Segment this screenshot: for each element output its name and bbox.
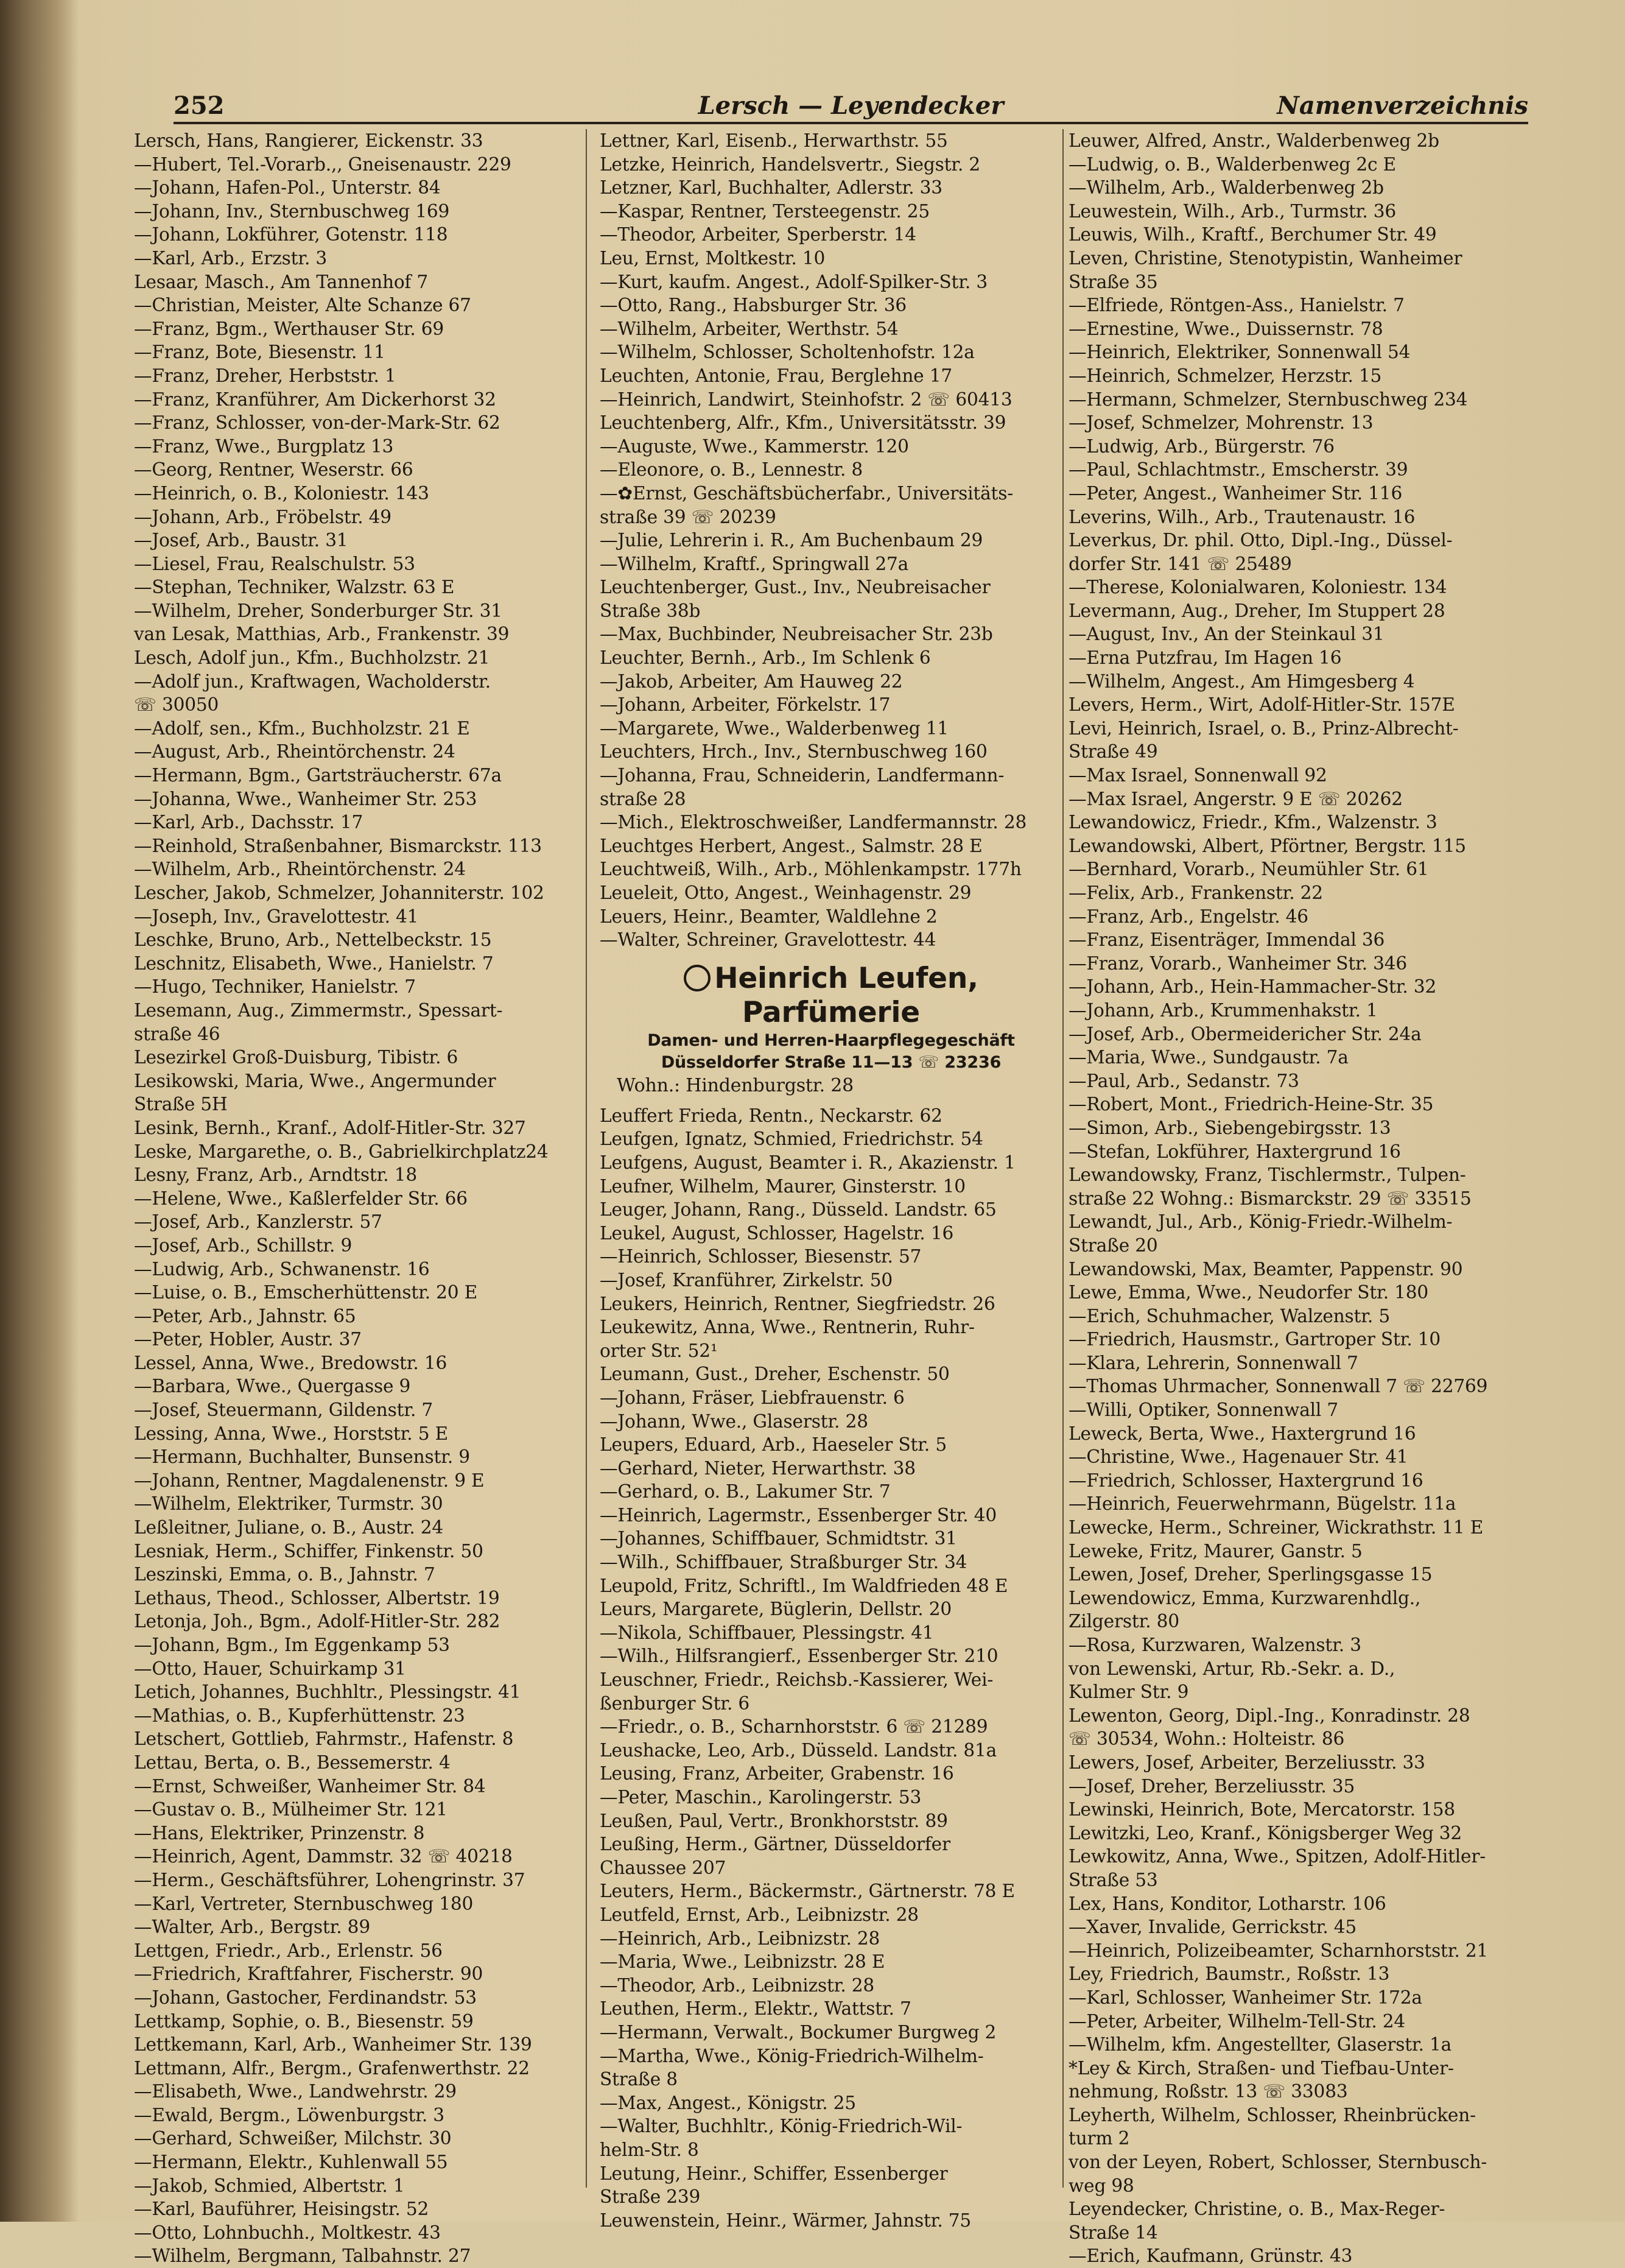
directory-entry: Leyendecker, Christine, o. B., Max-Reger-	[1069, 2199, 1445, 2220]
directory-entry: —✿Ernst, Geschäftsbücherfabr., Universitäts-	[600, 482, 1014, 504]
column-3	[1069, 129, 1525, 2267]
directory-entry: —Hermann, Buchhalter, Bunsenstr. 9	[134, 1446, 470, 1468]
directory-entry: —Wilhelm, Elektriker, Turmstr. 30	[134, 1493, 443, 1515]
directory-entry: —Robert, Mont., Friedrich-Heine-Str. 35	[1069, 1094, 1434, 1115]
directory-entry: Ley, Friedrich, Baumstr., Roßstr. 13	[1069, 1963, 1390, 1985]
header-rule	[174, 122, 1528, 124]
directory-entry: —Wilhelm, kfm. Angestellter, Glaserstr. 1a	[1069, 2034, 1452, 2055]
directory-entry: —Franz, Dreher, Herbststr. 1	[134, 365, 396, 386]
directory-entry: —Josef, Arb., Obermeidericher Str. 24a	[1069, 1023, 1422, 1044]
directory-entry: —Bernhard, Vorarb., Neumühler Str. 61	[1069, 859, 1429, 880]
directory-entry: —Joseph, Inv., Gravelottestr. 41	[134, 906, 419, 927]
directory-entry: —Karl, Vertreter, Sternbuschweg 180	[134, 1893, 474, 1914]
directory-entry: Leuchten, Antonie, Frau, Berglehne 17	[600, 365, 952, 386]
directory-entry: Leurs, Margarete, Büglerin, Dellstr. 20	[600, 1599, 952, 1620]
directory-entry: —Wilh., Schiffbauer, Straßburger Str. 34	[600, 1552, 967, 1573]
directory-entry: —Josef, Steuermann, Gildenstr. 7	[134, 1400, 433, 1421]
directory-entry: Leusing, Franz, Arbeiter, Grabenstr. 16	[600, 1763, 954, 1784]
directory-entry: Leuwestein, Wilh., Arb., Turmstr. 36	[1069, 200, 1397, 222]
directory-entry: Leushacke, Leo, Arb., Düsseld. Landstr. 81a	[600, 1739, 997, 1761]
directory-entry: von der Leyen, Robert, Schlosser, Sternbusch-	[1069, 2152, 1487, 2173]
directory-entry: —Stephan, Techniker, Walzstr. 63 E	[134, 577, 455, 598]
directory-entry: —Wilhelm, Bergmann, Talbahnstr. 27	[134, 2245, 471, 2267]
directory-entry: —Max, Buchbinder, Neubreisacher Str. 23b	[600, 624, 993, 645]
directory-entry: —Friedrich, Hausmstr., Gartroper Str. 10	[1069, 1329, 1441, 1350]
directory-entry: Straße 14	[1069, 2222, 1158, 2243]
directory-entry: Lewandowski, Max, Beamter, Pappenstr. 90	[1069, 1258, 1463, 1280]
directory-entry: —Johanna, Frau, Schneiderin, Landfermann-	[600, 765, 1005, 786]
directory-entry: —Wilhelm, Angest., Am Himgesberg 4	[1069, 671, 1415, 692]
column-2	[600, 129, 1062, 2231]
directory-entry: Lesaar, Masch., Am Tannenhof 7	[134, 271, 429, 292]
directory-entry: —Luise, o. B., Emscherhüttenstr. 20 E	[134, 1282, 478, 1303]
directory-entry: —Simon, Arb., Siebengebirgsstr. 13	[1069, 1117, 1391, 1138]
directory-entry: —Gerhard, Nieter, Herwarthstr. 38	[600, 1457, 916, 1479]
directory-entry: —Theodor, Arb., Leibnizstr. 28	[600, 1974, 875, 1996]
directory-entry: —Peter, Maschin., Karolingerstr. 53	[600, 1787, 922, 1808]
directory-entry: Leufner, Wilhelm, Maurer, Ginsterstr. 10	[600, 1175, 966, 1197]
directory-entry: Zilgerstr. 80	[1069, 1611, 1179, 1632]
directory-entry: Lesny, Franz, Arb., Arndtstr. 18	[134, 1164, 417, 1186]
directory-entry: —Jakob, Schmied, Albertstr. 1	[134, 2175, 405, 2196]
directory-entry: ßenburger Str. 6	[600, 1692, 750, 1714]
directory-entry: Lesniak, Herm., Schiffer, Finkenstr. 50	[134, 1540, 483, 1562]
directory-entry: —Josef, Dreher, Berzeliusstr. 35	[1069, 1775, 1355, 1797]
directory-entry: —Johann, Arb., Krummenhakstr. 1	[1069, 999, 1378, 1021]
directory-entry: —Heinrich, Lagermstr., Essenberger Str. 40	[600, 1504, 997, 1526]
directory-entry: —Heinrich, Feuerwehrmann, Bügelstr. 11a	[1069, 1493, 1456, 1515]
directory-entry: —Max, Angest., Königstr. 25	[600, 2092, 856, 2113]
directory-entry: Leufgens, August, Beamter i. R., Akazienstr. 1	[600, 1152, 1016, 1173]
directory-entry: —Maria, Wwe., Leibnizstr. 28 E	[600, 1951, 885, 1973]
directory-entry: Leven, Christine, Stenotypistin, Wanheimer	[1069, 247, 1462, 269]
directory-entry: —Christian, Meister, Alte Schanze 67	[134, 295, 471, 316]
directory-entry: —Franz, Bote, Biesenstr. 11	[134, 342, 385, 363]
column-divider	[586, 129, 587, 2188]
directory-entry: —Eleonore, o. B., Lennestr. 8	[600, 459, 863, 481]
directory-entry: —Peter, Hobler, Austr. 37	[134, 1329, 362, 1350]
directory-entry: —Wilhelm, Arbeiter, Werthstr. 54	[600, 318, 899, 339]
directory-entry: Leupold, Fritz, Schriftl., Im Waldfrieden 48 E	[600, 1575, 1008, 1596]
directory-entry: —Franz, Vorarb., Wanheimer Str. 346	[1069, 953, 1408, 974]
directory-entry: —Gustav o. B., Mülheimer Str. 121	[134, 1799, 447, 1820]
directory-entry: —Max Israel, Sonnenwall 92	[1069, 765, 1327, 786]
directory-entry: —Erich, Schuhmacher, Walzenstr. 5	[1069, 1305, 1390, 1326]
directory-entry: —Ludwig, Arb., Bürgerstr. 76	[1069, 435, 1335, 457]
directory-entry: —Rosa, Kurzwaren, Walzenstr. 3	[1069, 1635, 1361, 1655]
directory-entry: —Karl, Schlosser, Wanheimer Str. 172a	[1069, 1987, 1422, 2008]
directory-entry: —Gerhard, Schweißer, Milchstr. 30	[134, 2128, 452, 2149]
directory-entry: Straße 38b	[600, 600, 701, 621]
directory-entry: Letzner, Karl, Buchhalter, Adlerstr. 33	[600, 177, 942, 199]
directory-entry: Leverkus, Dr. phil. Otto, Dipl.-Ing., Düssel-	[1069, 530, 1453, 551]
directory-entry: —Hermann, Schmelzer, Sternbuschweg 234	[1069, 389, 1468, 410]
directory-entry: —Kurt, kaufm. Angest., Adolf-Spilker-Str. 3	[600, 271, 988, 292]
directory-entry: —Peter, Arb., Jahnstr. 65	[134, 1305, 356, 1326]
directory-entry: Leußen, Paul, Vertr., Bronkhorststr. 89	[600, 1810, 948, 1831]
directory-entry: —Heinrich, Schlosser, Biesenstr. 57	[600, 1246, 922, 1267]
directory-entry: —Felix, Arb., Frankenstr. 22	[1069, 882, 1323, 903]
directory-entry: Lesemann, Aug., Zimmermstr., Spessart-	[134, 999, 503, 1021]
directory-entry: Lewendowicz, Emma, Kurzwarenhdlg.,	[1069, 1587, 1421, 1608]
directory-entry: Lettner, Karl, Eisenb., Herwarthstr. 55	[600, 130, 948, 151]
directory-entry: —Willi, Optiker, Sonnenwall 7	[1069, 1400, 1339, 1421]
directory-entry: —Klara, Lehrerin, Sonnenwall 7	[1069, 1352, 1358, 1373]
directory-entry: Leuers, Heinr., Beamter, Waldlehne 2	[600, 906, 938, 927]
directory-entry: Leutung, Heinr., Schiffer, Essenberger	[600, 2163, 948, 2184]
directory-entry: —Wilhelm, Arb., Walderbenweg 2b	[1069, 177, 1384, 199]
directory-entry: Lewandowicz, Friedr., Kfm., Walzenstr. 3	[1069, 812, 1437, 833]
directory-entry: Leußing, Herm., Gärtner, Düsseldorfer	[600, 1834, 950, 1855]
directory-entry: van Lesak, Matthias, Arb., Frankenstr. 39	[134, 624, 510, 645]
directory-entry: —Johannes, Schiffbauer, Schmidtstr. 31	[600, 1528, 957, 1549]
directory-entry: Leutfeld, Ernst, Arb., Leibnizstr. 28	[600, 1904, 919, 1925]
directory-entry: Lewandowsky, Franz, Tischlermstr., Tulpen-	[1069, 1164, 1466, 1186]
directory-entry: Leuwis, Wilh., Kraftf., Berchumer Str. 49	[1069, 224, 1437, 245]
directory-entry: *Ley & Kirch, Straßen- und Tiefbau-Unter-	[1069, 2057, 1454, 2079]
directory-entry: —Ewald, Bergm., Löwenburgstr. 3	[134, 2104, 444, 2125]
directory-entry: Straße 35	[1069, 271, 1158, 292]
directory-entry: —August, Inv., An der Steinkaul 31	[1069, 624, 1385, 645]
directory-entry: —Thomas Uhrmacher, Sonnenwall 7 ☏ 22769	[1069, 1376, 1488, 1397]
directory-entry: Lewandt, Jul., Arb., König-Friedr.-Wilhelm-	[1069, 1211, 1453, 1233]
directory-entry: —Johann, Fräser, Liebfrauenstr. 6	[600, 1387, 905, 1408]
directory-entry: Leuchtenberger, Gust., Inv., Neubreisacher	[600, 577, 991, 598]
directory-entry: —Wilhelm, Schlosser, Scholtenhofstr. 12a	[600, 342, 975, 363]
directory-entry: —Friedr., o. B., Scharnhorststr. 6 ☏ 21289	[600, 1716, 988, 1738]
directory-entry: Lettkamp, Sophie, o. B., Biesenstr. 59	[134, 2010, 474, 2032]
directory-entry: —Friedrich, Kraftfahrer, Fischerstr. 90	[134, 1963, 483, 1985]
directory-entry: —Margarete, Wwe., Walderbenweg 11	[600, 717, 949, 739]
directory-entry: Letschert, Gottlieb, Fahrmstr., Hafenstr. 8	[134, 1728, 514, 1750]
directory-entry: Lewinski, Heinrich, Bote, Mercatorstr. 158	[1069, 1799, 1456, 1820]
directory-entry: —Josef, Arb., Baustr. 31	[134, 530, 348, 551]
directory-entry: Straße 8	[600, 2069, 678, 2090]
directory-entry: Leukel, August, Schlosser, Hagelstr. 16	[600, 1222, 954, 1244]
directory-entry: —Kaspar, Rentner, Tersteegenstr. 25	[600, 200, 930, 222]
section-title: Namenverzeichnis	[1277, 91, 1528, 120]
directory-entry: Leuchtweiß, Wilh., Arb., Möhlenkampstr. 177h	[600, 859, 1022, 880]
directory-entry: Lersch, Hans, Rangierer, Eickenstr. 33	[134, 130, 483, 151]
directory-entry: —Johann, Gastocher, Ferdinandstr. 53	[134, 1987, 477, 2008]
directory-entry: Straße 20	[1069, 1234, 1158, 1256]
directory-entry: Leyherth, Wilhelm, Schlosser, Rheinbrücken-	[1069, 2104, 1476, 2125]
directory-entry: —Heinrich, Arb., Leibnizstr. 28	[600, 1928, 880, 1949]
directory-entry: straße 39 ☏ 20239	[600, 506, 776, 527]
directory-entry: —Jakob, Arbeiter, Am Hauweg 22	[600, 671, 903, 692]
directory-entry: —Xaver, Invalide, Gerrickstr. 45	[1069, 1917, 1357, 1938]
directory-entry: —Julie, Lehrerin i. R., Am Buchenbaum 29	[600, 530, 983, 551]
directory-entry: Chaussee 207	[600, 1857, 726, 1878]
directory-entry: Leueleit, Otto, Angest., Weinhagenstr. 29	[600, 882, 972, 903]
directory-entry: Straße 49	[1069, 741, 1158, 762]
directory-entry: Leschnitz, Elisabeth, Wwe., Hanielstr. 7	[134, 953, 494, 974]
directory-entry: Leuters, Herm., Bäckermstr., Gärtnerstr. 78 E	[600, 1881, 1015, 1902]
directory-entry: Leuthen, Herm., Elektr., Wattstr. 7	[600, 1998, 911, 2020]
directory-entry: Leupers, Eduard, Arb., Haeseler Str. 5	[600, 1434, 947, 1456]
directory-entry: —Johann, Rentner, Magdalenenstr. 9 E	[134, 1470, 485, 1491]
directory-entry: —Gerhard, o. B., Lakumer Str. 7	[600, 1481, 891, 1502]
directory-entry: —Franz, Eisenträger, Immendal 36	[1069, 929, 1385, 951]
directory-entry: —Franz, Wwe., Burgplatz 13	[134, 435, 394, 457]
directory-entry: —Peter, Arbeiter, Wilhelm-Tell-Str. 24	[1069, 2010, 1406, 2032]
directory-entry: —Heinrich, Polizeibeamter, Scharnhorststr. 21	[1069, 1940, 1489, 1961]
directory-entry: Leuchter, Bernh., Arb., Im Schlenk 6	[600, 647, 931, 669]
ad-address: Düsseldorfer Straße 11—13 ☏ 23236	[661, 1052, 1002, 1072]
directory-entry: ☏ 30050	[134, 694, 219, 716]
directory-entry: —Josef, Arb., Kanzlerstr. 57	[134, 1211, 382, 1233]
directory-entry: Leukers, Heinrich, Rentner, Siegfriedstr. 26	[600, 1293, 995, 1314]
directory-entry: Levi, Heinrich, Israel, o. B., Prinz-Albrecht-	[1069, 717, 1459, 739]
directory-entry: —Mathias, o. B., Kupferhüttenstr. 23	[134, 1705, 465, 1726]
directory-entry: —Johann, Bgm., Im Eggenkamp 53	[134, 1635, 450, 1655]
directory-entry: weg 98	[1069, 2175, 1134, 2196]
directory-entry: —Adolf, sen., Kfm., Buchholzstr. 21 E	[134, 717, 470, 739]
directory-entry: —Johann, Arbeiter, Förkelstr. 17	[600, 694, 891, 716]
directory-entry: —Hermann, Verwalt., Bockumer Burgweg 2	[600, 2021, 997, 2043]
directory-entry: orter Str. 52¹	[600, 1340, 718, 1361]
ad-tagline: Damen- und Herren-Haarpflegegeschäft	[647, 1030, 1015, 1050]
advertisement-heinrich-leufen	[600, 962, 1062, 1098]
directory-entry: —Otto, Lohnbuchh., Moltkestr. 43	[134, 2222, 441, 2243]
directory-entry: —Josef, Schmelzer, Mohrenstr. 13	[1069, 412, 1374, 434]
directory-entry: —Wilhelm, Dreher, Sonderburger Str. 31	[134, 600, 502, 621]
directory-entry: Straße 5H	[134, 1094, 228, 1115]
ad-residence: Wohn.: Hindenburgstr. 28	[617, 1074, 854, 1096]
directory-entry: Leukewitz, Anna, Wwe., Rentnerin, Ruhr-	[600, 1317, 975, 1338]
directory-entry: Leuffert Frieda, Rentn., Neckarstr. 62	[600, 1105, 942, 1126]
directory-entry: —Reinhold, Straßenbahner, Bismarckstr. 113	[134, 835, 542, 856]
directory-entry: —Hubert, Tel.-Vorarb.,, Gneisenaustr. 229	[134, 153, 511, 175]
directory-entry: Lettau, Berta, o. B., Bessemerstr. 4	[134, 1752, 451, 1773]
directory-entry: —Walter, Arb., Bergstr. 89	[134, 1917, 370, 1938]
directory-entry: Leßleitner, Juliane, o. B., Austr. 24	[134, 1517, 443, 1538]
directory-entry: —Peter, Angest., Wanheimer Str. 116	[1069, 482, 1403, 504]
directory-entry: turm 2	[1069, 2128, 1130, 2149]
directory-entry: Levers, Herm., Wirt, Adolf-Hitler-Str. 157E	[1069, 694, 1455, 716]
directory-entry: Lewecke, Herm., Schreiner, Wickrathstr. 11 E	[1069, 1517, 1484, 1538]
directory-entry: Levermann, Aug., Dreher, Im Stuppert 28	[1069, 600, 1445, 621]
directory-entry: —Herm., Geschäftsführer, Lohengrinstr. 37	[134, 1869, 525, 1890]
directory-entry: —Hermann, Elektr., Kuhlenwall 55	[134, 2152, 448, 2173]
directory-entry: Lesikowski, Maria, Wwe., Angermunder	[134, 1070, 496, 1091]
ad-name: Heinrich Leufen, Parfümerie	[714, 961, 978, 1029]
directory-entry: —Johann, Inv., Sternbuschweg 169	[134, 200, 450, 222]
directory-entry: nehmung, Roßstr. 13 ☏ 33083	[1069, 2081, 1348, 2102]
directory-entry: —Adolf jun., Kraftwagen, Wacholderstr.	[134, 671, 491, 692]
directory-entry: —Heinrich, Schmelzer, Herzstr. 15	[1069, 365, 1382, 386]
directory-entry: —Karl, Arb., Erzstr. 3	[134, 247, 328, 269]
directory-entry: —Paul, Schlachtmstr., Emscherstr. 39	[1069, 459, 1408, 481]
directory-entry: —Heinrich, o. B., Koloniestr. 143	[134, 482, 429, 504]
directory-entry: —Heinrich, Elektriker, Sonnenwall 54	[1069, 342, 1411, 363]
directory-entry: —Johann, Hafen-Pol., Unterstr. 84	[134, 177, 441, 199]
directory-entry: Lessing, Anna, Wwe., Horststr. 5 E	[134, 1423, 448, 1444]
directory-entry: Lewen, Josef, Dreher, Sperlingsgasse 15	[1069, 1564, 1433, 1585]
directory-entry: straße 28	[600, 788, 686, 809]
directory-entry: Lesink, Bernh., Kranf., Adolf-Hitler-Str. 327	[134, 1117, 526, 1138]
directory-entry: Leuger, Johann, Rang., Düsseld. Landstr. 65	[600, 1199, 997, 1220]
directory-entry: Leuchtges Herbert, Angest., Salmstr. 28 E	[600, 835, 983, 856]
directory-entry: —Wilhelm, Arb., Rheintörchenstr. 24	[134, 859, 466, 880]
directory-entry: Kulmer Str. 9	[1069, 1682, 1189, 1703]
directory-entry: —Otto, Rang., Habsburger Str. 36	[600, 295, 907, 316]
column-1	[134, 129, 572, 2267]
directory-entry: —Otto, Hauer, Schuirkamp 31	[134, 1658, 406, 1679]
directory-entry: Leuchtenberg, Alfr., Kfm., Universitätsstr. 39	[600, 412, 1006, 434]
directory-entry: Leumann, Gust., Dreher, Eschenstr. 50	[600, 1364, 950, 1385]
directory-entry: —Mich., Elektroschweißer, Landfermannstr. 28	[600, 812, 1027, 833]
directory-entry: —Karl, Bauführer, Heisingstr. 52	[134, 2199, 429, 2220]
directory-entry: —Paul, Arb., Sedanstr. 73	[1069, 1070, 1299, 1091]
directory-entry: helm-Str. 8	[600, 2139, 699, 2160]
page-number: 252	[174, 91, 225, 120]
directory-entry: Letzke, Heinrich, Handelsvertr., Siegstr. 2	[600, 153, 981, 175]
directory-entry: —Max Israel, Angerstr. 9 E ☏ 20262	[1069, 788, 1403, 809]
directory-entry: Lettgen, Friedr., Arb., Erlenstr. 56	[134, 1940, 443, 1961]
directory-entry: —Liesel, Frau, Realschulstr. 53	[134, 553, 415, 574]
directory-entry: —Erich, Kaufmann, Grünstr. 43	[1069, 2245, 1353, 2267]
directory-entry: —Hermann, Bgm., Gartsträucherstr. 67a	[134, 765, 502, 786]
directory-entry: Lethaus, Theod., Schlosser, Albertstr. 19	[134, 1587, 500, 1608]
directory-entry: —Wilhelm, Kraftf., Springwall 27a	[600, 553, 909, 574]
directory-entry: Lewandowski, Albert, Pförtner, Bergstr. 115	[1069, 835, 1466, 856]
directory-entry: —Josef, Kranführer, Zirkelstr. 50	[600, 1269, 893, 1291]
directory-entry: —Franz, Kranführer, Am Dickerhorst 32	[134, 389, 496, 410]
column-divider	[1062, 129, 1064, 2188]
column-2-bottom-list	[600, 1104, 1062, 2233]
directory-entry: —Auguste, Wwe., Kammerstr. 120	[600, 435, 909, 457]
directory-entry: —Therese, Kolonialwaren, Koloniestr. 134	[1069, 577, 1447, 598]
directory-entry: —Hugo, Techniker, Hanielstr. 7	[134, 976, 416, 998]
directory-entry: —Johann, Arb., Hein-Hammacher-Str. 32	[1069, 976, 1437, 998]
directory-entry: Lessel, Anna, Wwe., Bredowstr. 16	[134, 1352, 447, 1373]
directory-entry: —Walter, Schreiner, Gravelottestr. 44	[600, 929, 936, 951]
directory-entry: —Ernestine, Wwe., Duissernstr. 78	[1069, 318, 1383, 339]
directory-entry: —Hans, Elektriker, Prinzenstr. 8	[134, 1822, 425, 1844]
directory-entry: von Lewenski, Artur, Rb.-Sekr. a. D.,	[1069, 1658, 1395, 1679]
directory-entry: Leuchters, Hrch., Inv., Sternbuschweg 160	[600, 741, 988, 762]
directory-entry: —Karl, Arb., Dachsstr. 17	[134, 812, 363, 833]
directory-entry: —Elfriede, Röntgen-Ass., Hanielstr. 7	[1069, 295, 1405, 316]
directory-entry: —Barbara, Wwe., Quergasse 9	[134, 1376, 411, 1397]
directory-entry: —Christine, Wwe., Hagenauer Str. 41	[1069, 1446, 1408, 1468]
directory-entry: —August, Arb., Rheintörchenstr. 24	[134, 741, 455, 762]
directory-entry: Lewe, Emma, Wwe., Neudorfer Str. 180	[1069, 1282, 1429, 1303]
directory-entry: Straße 53	[1069, 1869, 1158, 1890]
directory-entry: Lewenton, Georg, Dipl.-Ing., Konradinstr. 28	[1069, 1705, 1470, 1726]
directory-entry: —Friedrich, Schlosser, Haxtergrund 16	[1069, 1470, 1423, 1491]
directory-entry: —Erna Putzfrau, Im Hagen 16	[1069, 647, 1342, 669]
page-header	[174, 91, 1528, 123]
directory-entry: —Heinrich, Agent, Dammstr. 32 ☏ 40218	[134, 1846, 513, 1867]
directory-entry: —Franz, Bgm., Werthauser Str. 69	[134, 318, 444, 339]
directory-entry: Lesch, Adolf jun., Kfm., Buchholzstr. 21	[134, 647, 490, 669]
directory-entry: Lewers, Josef, Arbeiter, Berzeliusstr. 33	[1069, 1752, 1425, 1773]
directory-entry: —Josef, Arb., Schillstr. 9	[134, 1234, 353, 1256]
directory-entry: Lewitzki, Leo, Kranf., Königsberger Weg 32	[1069, 1822, 1462, 1844]
directory-entry: —Ernst, Schweißer, Wanheimer Str. 84	[134, 1775, 486, 1797]
directory-entry: Straße 239	[600, 2186, 701, 2208]
directory-entry: ☏ 30534, Wohn.: Holteistr. 86	[1069, 1728, 1345, 1750]
directory-entry: —Nikola, Schiffbauer, Plessingstr. 41	[600, 1622, 934, 1643]
directory-entry: Leuwenstein, Heinr., Wärmer, Jahnstr. 75	[600, 2210, 972, 2231]
directory-entry: —Martha, Wwe., König-Friedrich-Wilhelm-	[600, 2045, 984, 2066]
directory-entry: Leweck, Berta, Wwe., Haxtergrund 16	[1069, 1423, 1416, 1444]
directory-entry: Leu, Ernst, Moltkestr. 10	[600, 247, 826, 269]
directory-entry: —Wilh., Hilfsrangierf., Essenberger Str. 210	[600, 1646, 999, 1667]
directory-entry: Lettmann, Alfr., Bergm., Grafenwerthstr. 22	[134, 2057, 530, 2079]
directory-entry: —Franz, Schlosser, von-der-Mark-Str. 62	[134, 412, 500, 434]
directory-entry: Lex, Hans, Konditor, Lotharstr. 106	[1069, 1893, 1386, 1914]
directory-entry: Lescher, Jakob, Schmelzer, Johanniterstr. 102	[134, 882, 544, 903]
directory-entry: Leweke, Fritz, Maurer, Ganstr. 5	[1069, 1540, 1363, 1562]
directory-entry: Leschke, Bruno, Arb., Nettelbeckstr. 15	[134, 929, 492, 951]
directory-entry: Leufgen, Ignatz, Schmied, Friedrichstr. 54	[600, 1129, 983, 1150]
page-title: Lersch — Leyendecker	[698, 91, 1004, 120]
directory-entry: Lesezirkel Groß-Duisburg, Tibistr. 6	[134, 1047, 458, 1068]
directory-entry: —Theodor, Arbeiter, Sperberstr. 14	[600, 224, 916, 245]
directory-entry: Leszinski, Emma, o. B., Jahnstr. 7	[134, 1564, 435, 1585]
directory-entry: Lettkemann, Karl, Arb., Wanheimer Str. 139	[134, 2034, 532, 2055]
directory-entry: —Georg, Rentner, Weserstr. 66	[134, 459, 413, 481]
directory-entry: —Elisabeth, Wwe., Landwehrstr. 29	[134, 2081, 457, 2102]
directory-entry: —Maria, Wwe., Sundgaustr. 7a	[1069, 1047, 1349, 1068]
directory-entry: —Franz, Arb., Engelstr. 46	[1069, 906, 1308, 927]
directory-entry: —Helene, Wwe., Kaßlerfelder Str. 66	[134, 1188, 468, 1209]
directory-entry: —Ludwig, o. B., Walderbenweg 2c E	[1069, 153, 1396, 175]
directory-entry: Leuwer, Alfred, Anstr., Walderbenweg 2b	[1069, 130, 1439, 151]
directory-entry: Lewkowitz, Anna, Wwe., Spitzen, Adolf-Hitler-	[1069, 1846, 1486, 1867]
directory-entry: —Walter, Buchhltr., König-Friedrich-Wil-	[600, 2116, 963, 2137]
directory-entry: Leske, Margarethe, o. B., Gabrielkirchplatz24	[134, 1141, 549, 1162]
column-2-top-list	[600, 129, 1062, 952]
directory-entry: —Johanna, Wwe., Wanheimer Str. 253	[134, 788, 477, 809]
directory-entry: straße 22 Wohng.: Bismarckstr. 29 ☏ 33515	[1069, 1188, 1472, 1209]
directory-entry: Leverins, Wilh., Arb., Trautenaustr. 16	[1069, 506, 1416, 527]
directory-entry: Letonja, Joh., Bgm., Adolf-Hitler-Str. 282	[134, 1611, 500, 1632]
directory-entry: —Johann, Arb., Fröbelstr. 49	[134, 506, 391, 527]
flower-logo-icon	[684, 965, 711, 991]
directory-entry: straße 46	[134, 1023, 220, 1044]
directory-entry: dorfer Str. 141 ☏ 25489	[1069, 553, 1292, 574]
directory-entry: —Johann, Lokführer, Gotenstr. 118	[134, 224, 448, 245]
directory-entry: Leuschner, Friedr., Reichsb.-Kassierer, Wei-	[600, 1669, 994, 1691]
directory-entry: —Stefan, Lokführer, Haxtergrund 16	[1069, 1141, 1401, 1162]
book-spine-shadow	[0, 0, 79, 2222]
directory-entry: —Johann, Wwe., Glaserstr. 28	[600, 1410, 868, 1432]
directory-entry: —Heinrich, Landwirt, Steinhofstr. 2 ☏ 60413	[600, 389, 1013, 410]
directory-entry: —Ludwig, Arb., Schwanenstr. 16	[134, 1258, 430, 1280]
directory-entry: Letich, Johannes, Buchhltr., Plessingstr. 41	[134, 1682, 521, 1703]
